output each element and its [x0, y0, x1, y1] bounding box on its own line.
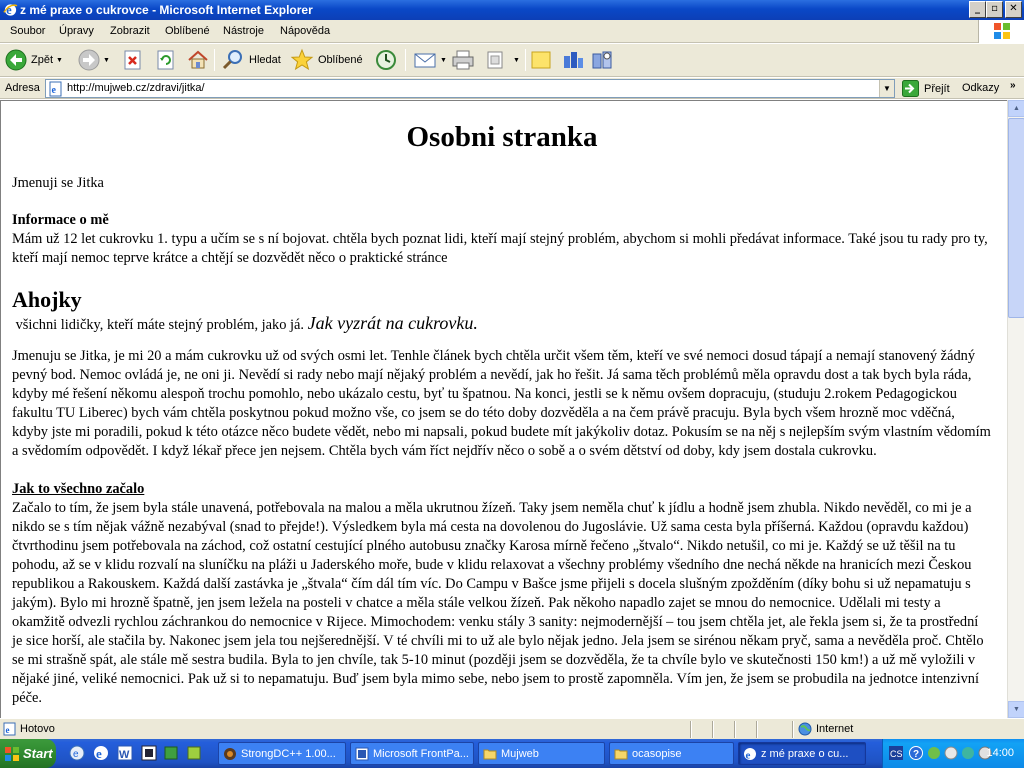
url-input[interactable]	[67, 82, 867, 94]
edit-button[interactable]	[485, 48, 520, 72]
messenger-button[interactable]	[561, 48, 585, 72]
chevron-down-icon[interactable]: ▼	[440, 56, 447, 64]
book-icon[interactable]	[163, 745, 179, 761]
favorites-button[interactable]	[290, 48, 363, 72]
network-icon[interactable]	[927, 746, 941, 760]
greeting-line	[12, 314, 992, 335]
history-icon	[374, 48, 398, 72]
task-label: ocasopise	[632, 747, 682, 760]
go-label: Přejít	[924, 82, 950, 95]
maximize-button[interactable]: ▫	[986, 1, 1003, 18]
section-heading: Jak to všechno začalo	[12, 481, 145, 497]
page-content	[12, 101, 992, 708]
refresh-button[interactable]	[156, 48, 176, 72]
folder-icon	[483, 747, 497, 761]
svg-text:e: e	[51, 85, 56, 96]
menu-favorites[interactable]: Oblíbené	[165, 25, 210, 37]
internet-explorer-icon[interactable]	[93, 745, 109, 761]
svg-text:?: ?	[913, 749, 920, 760]
home-button[interactable]	[187, 48, 209, 72]
sync-icon[interactable]	[961, 746, 975, 760]
links-label[interactable]: Odkazy	[962, 82, 1000, 94]
mail-icon	[413, 49, 437, 71]
task-strongdc[interactable]	[218, 742, 346, 765]
status-separator	[756, 721, 758, 738]
scroll-down-button[interactable]: ▼	[1008, 701, 1024, 718]
task-label: StrongDC++ 1.00...	[241, 747, 336, 760]
task-mujweb[interactable]	[478, 742, 605, 765]
page-viewport	[0, 100, 1007, 718]
chevron-down-icon[interactable]: ▼	[103, 56, 110, 64]
status-text: Hotovo	[20, 723, 55, 735]
globe-icon	[798, 722, 812, 736]
minimize-button[interactable]: _	[969, 1, 986, 18]
taskbar	[0, 739, 1024, 768]
forward-button[interactable]	[78, 48, 110, 72]
svg-text:e: e	[96, 746, 102, 761]
messenger-icon	[561, 48, 585, 72]
greeting-emphasis: Jak vyzrát na cukrovku.	[307, 313, 478, 333]
home-icon	[187, 49, 209, 71]
toolbar	[0, 44, 1024, 77]
toolbar-separator	[405, 49, 406, 71]
antivirus-icon[interactable]	[944, 746, 958, 760]
discuss-button[interactable]	[530, 48, 552, 72]
help-icon[interactable]	[909, 746, 923, 760]
vertical-scrollbar[interactable]	[1007, 100, 1024, 718]
status-separator	[690, 721, 692, 738]
system-tray	[882, 739, 1024, 768]
book-icon[interactable]	[186, 745, 202, 761]
note-icon	[530, 49, 552, 71]
greeting-text: všichni lidičky, kteří máte stejný problém, jako já.	[15, 317, 305, 333]
internet-explorer-icon	[743, 747, 757, 761]
story-paragraph: Jmenuju se Jitka, je mi 20 a mám cukrovku už od svých osmi let. Tenhle článek bych chtěla určit všem těm, kteří ve své nemoci dosud tápají a nemají stanovený žádný pevný bod. Nemoc ovládá je, ne oni ji. Nevědí si rady nebo mají nějaký problém a nevědí, jak ho řešit. Já sama těch problémů měla opravdu dost a tak bych byla ráda, kdyby mé řešení někomu alespoň trochu pomohlo, nebo ukázalo cestu, byť tu špatnou. Na konci, jestli se k němu ovšem dopracuju, (studuju 2.rokem Pedagogickou fakultu TU Liberec) bych vám chtěla poskytnou pokud možno vše, co jsem se do této doby dozvěděla a na čem právě pracuju. Byla bych všem hrozně moc vděčná, kdyby jste mi poradili, pokud k této otázce něco budete vědět, nebo mi napsali, pokud budete mít jakýkoliv dotaz. Pokusím se na něj s nejlepším svým vlastním vědomím a svědomím odpovědět. I když lékař přece jen nejsem. Chtěla bych vám říct nejdřív něco o sobě a o svém dětství od doby, kdy jsem dostala cukrovku.	[12, 348, 991, 459]
window-title: z mé praxe o cukrovce - Microsoft Internet Explorer	[20, 3, 313, 17]
star-icon	[290, 48, 314, 72]
word-icon[interactable]	[117, 745, 133, 761]
page-done-icon	[3, 722, 17, 736]
menu-tools[interactable]: Nástroje	[223, 25, 264, 37]
stop-button[interactable]	[123, 48, 143, 72]
address-bar	[0, 78, 1024, 99]
back-arrow-icon	[5, 49, 27, 71]
back-button[interactable]	[5, 48, 63, 72]
address-label: Adresa	[5, 82, 40, 94]
section-text: Začalo to tím, že jsem byla stále unavená, potřebovala na malou a měla ukrutnou žízeň. Taky jsem neměla chuť k jídlu a hodně jsem zhubla. Nikdo nevěděl, co mi je a nikdo se s tím nějak vážně nezabýval (snad to přejde!). Výsledkem byla má cesta na dovolenou do Jugoslávie. Už sama cesta byla příšerná. Každou (opravdu každou) čtvrthodinu jsem potřebovala na záchod, což ostatní cestující plného autobusu značky Karosa mírně řečeno „štvalo“. Nikdo netušil, co mi je. Každý se už těšil na tu pohodu, až se v klidu rozvalí na sluníčku na pláži u Jaderského moře, bude v klidu relaxovat a všechny problémy všedního dne nechá někde na hranicích mezi Českou republikou a Rakouskem. Každá další zastávka je „štvala“ čím dál tím víc. Do Campu v Bašce jsme přijeli s docela slušným zpožděním (díky bohu si už nepamatuju s jakým). Bylo mi hrozně špatně, jen jsem ležela na posteli v chatce a měla stále velkou žízeň. Pak někoho napadlo zajet se mnou do nemocnice. Udělali mi testy a okamžitě odvezli rychlou záchrankou do nemocnice v Rijece. Mimochodem: venku stály 3 sanity: nejmodernější – tou jsem chtěla jet, ale řekla jsem si, že ta prostřední je sice horší, ale stačila by. Nakonec jsem jela tou nejšerednější. V té chvíli mi to už ale bylo nějak jedno. Jela jsem se sirénou někam pryč, sama a nevěděla proč. Chtělo se mi strašně spát, ale stále mě sestra budila. Byla to jen chvíle, tak 5-10 minut (později jsem se dozvěděla, že ta chvíle bylo ve skutečnosti 150 km!) a už mě vyložili v nějaké jiné, veliké nemocnici. Pak už si to nepamatuju. Buď jsem byla mimo sebe, nebo jsem to prostě zapomněla. Vím jen, že jsem se probudila na jednotce intenzivní péče.	[12, 500, 984, 706]
svg-text:e: e	[745, 749, 751, 761]
windows-flag-icon	[4, 746, 20, 762]
windows-logo	[978, 20, 1024, 43]
app-icon[interactable]	[141, 745, 157, 761]
status-separator	[792, 721, 794, 738]
strongdc-icon	[223, 747, 237, 761]
status-separator	[734, 721, 736, 738]
task-frontpage[interactable]	[350, 742, 474, 765]
menu-bar	[0, 20, 1024, 43]
task-ocasopise[interactable]	[609, 742, 734, 765]
scroll-up-button[interactable]: ▲	[1008, 100, 1024, 117]
info-text: Mám už 12 let cukrovku 1. typu a učím se s ní bojovat. chtěla bych poznat lidi, kteří mají stejný problém, abychom si mohli předávat informace. Také jsou tu rady pro ty, kteří mají nemoc teprve krátce a chtějí se dozvědět něco o praktické stránce	[12, 231, 988, 266]
address-field[interactable]	[45, 79, 895, 98]
internet-explorer-icon	[3, 2, 18, 17]
svg-text:W: W	[119, 749, 130, 761]
toolbar-separator	[525, 49, 526, 71]
research-icon	[591, 48, 615, 72]
task-label: Mujweb	[501, 747, 539, 760]
chevron-right-icon[interactable]: »	[1010, 80, 1016, 91]
research-button[interactable]	[591, 48, 615, 72]
address-dropdown-button[interactable]: ▼	[879, 80, 894, 97]
back-label: Zpět	[31, 54, 54, 66]
menu-view[interactable]: Zobrazit	[110, 25, 150, 37]
search-label: Hledat	[249, 54, 281, 66]
security-zone: Internet	[816, 723, 854, 735]
forward-arrow-icon	[78, 49, 100, 71]
printer-icon	[451, 49, 475, 71]
page-title: Osobni stranka	[406, 121, 598, 153]
info-heading: Informace o mě	[12, 212, 109, 228]
task-internet-explorer[interactable]	[738, 742, 866, 765]
chevron-down-icon[interactable]: ▼	[56, 56, 63, 64]
folder-icon	[614, 747, 628, 761]
stop-icon	[123, 50, 143, 70]
task-label: z mé praxe o cu...	[761, 747, 849, 760]
menu-help[interactable]: Nápověda	[280, 25, 331, 37]
menu-edit[interactable]: Úpravy	[59, 25, 94, 37]
start-button[interactable]	[0, 739, 56, 768]
windows-flag-icon	[992, 21, 1012, 41]
go-arrow-icon	[902, 80, 919, 97]
language-icon[interactable]	[889, 746, 903, 760]
svg-text:e: e	[6, 3, 12, 17]
go-button[interactable]	[902, 80, 950, 97]
intro-text: Jmenuji se Jitka	[12, 175, 104, 191]
favorites-label: Oblíbené	[318, 54, 363, 66]
start-label: Start	[23, 746, 53, 761]
frontpage-icon	[355, 747, 369, 761]
search-icon	[221, 48, 245, 72]
mail-button[interactable]	[413, 48, 447, 72]
toolbar-separator	[214, 49, 215, 71]
close-button[interactable]: ✕	[1005, 1, 1022, 18]
history-button[interactable]	[374, 48, 398, 72]
status-bar	[0, 718, 1024, 739]
status-separator	[712, 721, 714, 738]
svg-text:e: e	[73, 749, 79, 760]
chevron-down-icon[interactable]: ▼	[513, 56, 520, 64]
print-button[interactable]	[451, 48, 475, 72]
search-button[interactable]	[221, 48, 281, 72]
task-label: Microsoft FrontPa...	[373, 747, 469, 760]
clock: 14:00	[986, 747, 1014, 759]
svg-text:CS: CS	[890, 749, 903, 759]
edit-page-icon	[485, 50, 505, 70]
refresh-icon	[156, 50, 176, 70]
page-icon	[48, 81, 64, 97]
scrollbar-thumb[interactable]	[1008, 118, 1024, 318]
title-bar	[0, 0, 1024, 20]
quick-launch-icon[interactable]	[69, 745, 85, 761]
svg-text:e: e	[5, 725, 10, 735]
greeting-heading: Ahojky	[12, 287, 82, 312]
menu-file[interactable]: Soubor	[10, 25, 46, 37]
